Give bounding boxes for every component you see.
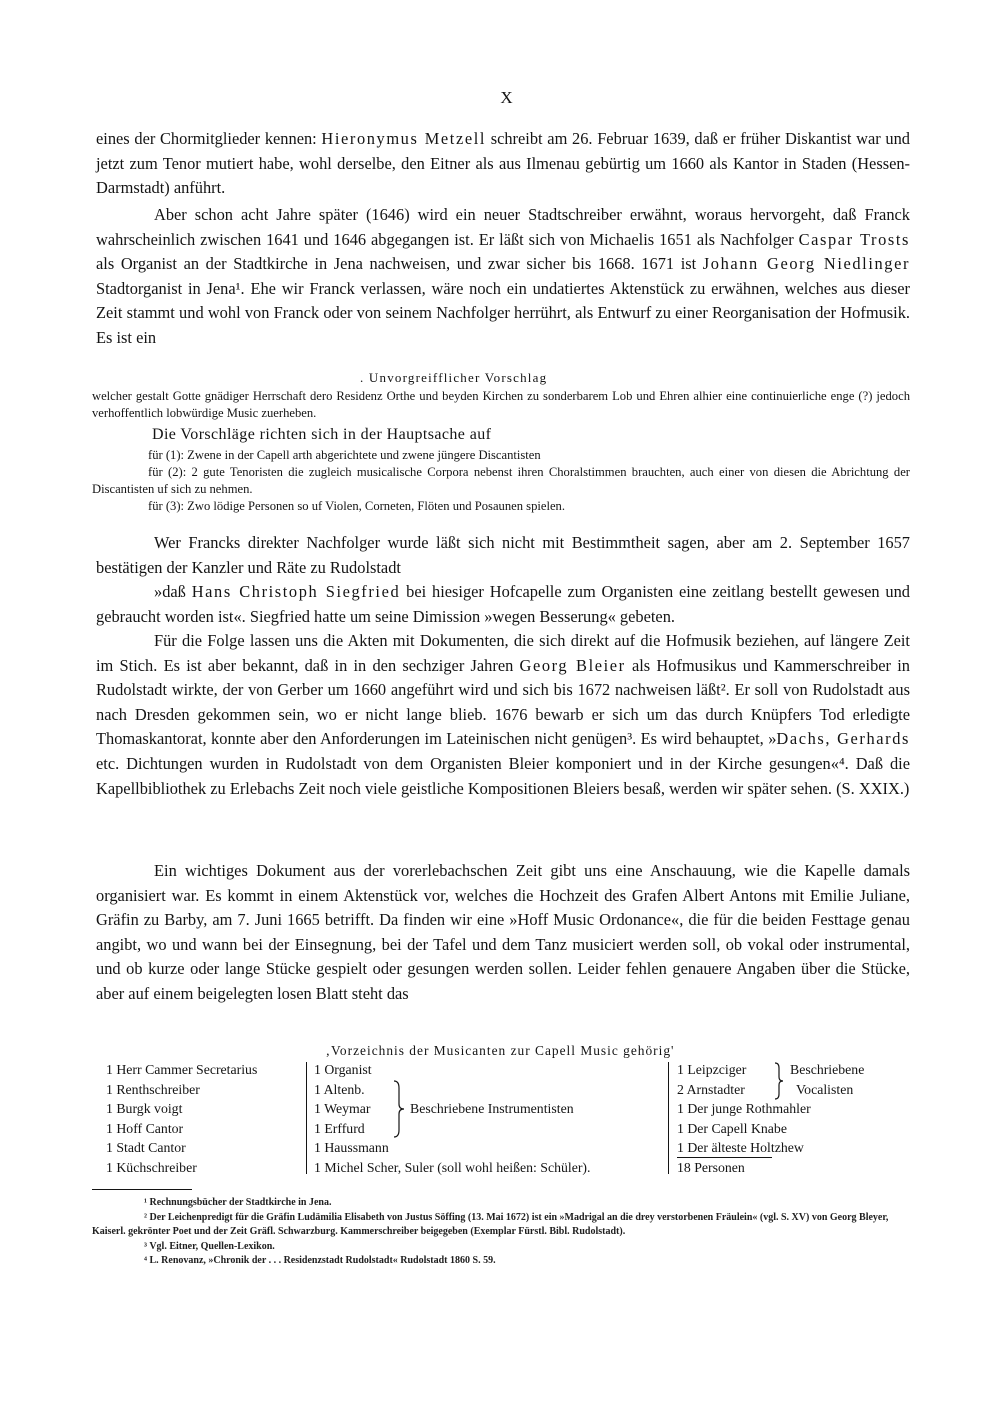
- person-name: Georg Bleier: [519, 655, 626, 675]
- paragraph-4: [96, 629, 910, 801]
- footnotes: [92, 1196, 910, 1269]
- proposal-intro: Die Vorschläge richten sich in der Hauptsache auf: [152, 426, 492, 443]
- table-col-1: [106, 1060, 257, 1177]
- table-cell: 1 Organist: [314, 1062, 372, 1077]
- table-cell: 1 Stadt Cantor: [106, 1140, 186, 1155]
- proposal-item: für (3): Zwo lödige Personen so uf Violen, Corneten, Flöten und Posaunen spielen.: [148, 499, 565, 513]
- table-total: 18 Personen: [677, 1160, 745, 1175]
- table-cell: 1 Küchschreiber: [106, 1159, 197, 1175]
- person-name: Johann Georg Niedlinger: [702, 254, 911, 274]
- footnote: ⁴ L. Renovanz, »Chronik der . . . Residenzstadt Rudolstadt« Rudolstadt 1860 S. 59.: [144, 1255, 496, 1266]
- person-name: Hans Christoph Siegfried: [191, 582, 401, 602]
- brace-icon: [773, 1062, 785, 1100]
- proposal-quote: welcher gestalt Gotte gnädiger Herrschaft dero Residenz Orthe und beyden Kirchen zu sonderbarem Lob und Ehren alhier eine continuierliche enge (?) jedoch verhoffentlich lobwürdige Music zuerheben.: [92, 389, 910, 420]
- paragraph-2: [96, 203, 910, 351]
- footnote: ³ Vgl. Eitner, Quellen-Lexikon.: [144, 1240, 275, 1252]
- table-cell: 1 Weymar: [314, 1101, 371, 1116]
- table-cell: 1 Der Capell Knabe: [677, 1120, 787, 1136]
- text-run: eines der Chormitglieder kennen:: [96, 129, 322, 148]
- text-run: Aber schon acht Jahre später (1646) wird ein neuer Stadtschreiber erwähnt, woraus hervorgeht, daß Franck wahrscheinlich zwischen 1641 und 1646 abgegangen ist. Er läßt sich von Michaelis 1651 als Nachfolger: [96, 205, 910, 249]
- footnote-rule: [92, 1189, 192, 1190]
- proposal-items: [92, 447, 910, 515]
- proposal-heading: . Unvorgreifflicher Vorschlag: [360, 370, 548, 385]
- text-run: als Hofmusikus und Kammerschreiber in Rudolstadt wirkte, der von Gerber um 1660 angeführt wird und sich bis 1672 nachweisen läßt². Er soll von Rudolstadt aus nach Dresden gekommen sein, wo er nicht lange blieb. 1676 bewarb er sich um das durch Knüpfers Tod erledigte Thomaskantorat, konnte aber den Anforderungen im Lateinischen nicht genügen³. Es wird behauptet, »: [96, 655, 910, 749]
- table-cell: 1 Renthschreiber: [106, 1081, 200, 1097]
- text-run: etc. Dichtungen wurden in Rudolstadt von dem Organisten Bleier komponiert und in der Kirche gesungen«⁴. Daß die Kapellbibliothek zu Erlebachs Zeit noch viele geistliche Kompositionen Bleiers besaß, werden wir später sehen. (S. XXIX.): [96, 753, 910, 798]
- table-cell: 1 Altenb.: [314, 1081, 365, 1097]
- person-name: Caspar Trosts: [798, 229, 910, 249]
- table-cell: 1 Herr Cammer Secretarius: [106, 1062, 258, 1077]
- table-cell: 1 Leipzciger: [677, 1062, 747, 1077]
- text-run: Stadtorganist in Jena¹. Ehe wir Franck verlassen, wäre noch ein undatiertes Aktenstück zu erwähnen, welches aus dieser Zeit stammt und wohl von Franck oder von seinem Nachfolger herrührt, als Entwurf zu einer Reorganisation der Hofmusik. Es ist ein: [96, 278, 910, 347]
- text-run: bei hiesiger Hofcapelle zum Organisten eine zeitlang bestellt gewesen und gebraucht worden ist«. Siegfried hatte um seine Dimission »wegen Besserung« gebeten.: [96, 582, 910, 626]
- table-title: ‚Vorzeichnis der Musicanten zur Capell Music gehörig': [325, 1043, 675, 1058]
- person-name: Hieronymus Metzell: [321, 129, 487, 148]
- paragraph-5: [96, 859, 910, 1007]
- table-cell: 1 Haussmann: [314, 1140, 389, 1155]
- proposal-item: für (1): Zwene in der Capell arth abgerichtete und zwene jüngere Discantisten: [148, 448, 541, 462]
- vocalists-label-1: Beschriebene: [790, 1062, 865, 1077]
- table-cell: 1 Hoff Cantor: [106, 1120, 184, 1136]
- person-name: Dachs, Gerhards: [776, 729, 910, 749]
- text-run: Ein wichtiges Dokument aus der vorerlebachschen Zeit gibt uns eine Anschauung, wie die Kapelle damals organisiert war. Es kommt in einem Aktenstück vor, welches die Hochzeit des Grafen Albert Antons mit Emilie Juliane, Gräfin zu Barby, am 7. Juni 1665 betrifft. Da finden wir eine »Hoff Music Ordonance«, die für die beiden Festtage genau angibt, wo und wann bei der Einsegnung, bei der Tafel und dem Tanz musiciert werden soll, ob vokal oder instrumental, und ob kurze oder lange Stücke gespielt oder gesungen werden sollen. Leider fehlen genauere Angaben über die Stücke, aber auf einem beigelegten losen Blatt steht das: [96, 861, 910, 1003]
- instrumentalists-label: Beschriebene Instrumentisten: [410, 1101, 574, 1116]
- text-run: schreibt am 26. Februar 1639, daß er früher Diskantist war und jetzt zum Tenor mutiert habe, wohl derselbe, den Eitner als aus Ilmenau gebürtig um 1660 als Kantor in Staden (Hessen-Darmstadt) anführt.: [96, 129, 910, 198]
- table-cell: 1 Michel Scher, Suler (soll wohl heißen: Schüler).: [314, 1159, 591, 1175]
- text-run: Wer Francks direkter Nachfolger wurde läßt sich nicht mit Bestimmtheit sagen, aber am 2. September 1657 bestätigen der Kanzler und Räte zu Rudolstadt: [96, 533, 910, 577]
- proposal-text: [92, 388, 910, 422]
- table-cell: 2 Arnstadter: [677, 1081, 745, 1097]
- column-divider: [306, 1062, 307, 1174]
- vocalists-label-2: Vocalisten: [796, 1082, 854, 1097]
- table-cell: 1 Erffurd: [314, 1120, 365, 1136]
- footnote: ² Der Leichenpredigt für die Gräfin Ludämilia Elisabeth von Justus Söffing (13. Mai 1672) ist ein »Madrigal an die drey verstorbenen Fräulein« (vgl. S. XV) von Georg Bleyer, Kaiserl. gekrönter Poet und der Zeit Gräfl. Schwarzburg. Kammerschreiber beigegeben (Exemplar Fürstl. Bibl. Rudolstadt).: [92, 1211, 889, 1237]
- table-cell: 1 Der älteste Holtzhew: [677, 1140, 804, 1155]
- table-cell: 1 Der junge Rothmahler: [677, 1101, 811, 1116]
- text-run: Für die Folge lassen uns die Akten mit Dokumenten, die sich direkt auf die Hofmusik beziehen, auf längere Zeit im Stich. Es ist aber bekannt, daß in in den sechziger Jahren: [96, 631, 910, 675]
- page-number: X: [500, 88, 514, 107]
- text-run: als Organist an der Stadtkirche in Jena nachweisen, und zwar sicher bis 1668. 1671 ist: [96, 254, 703, 274]
- paragraph-1: [96, 127, 910, 201]
- table-col-2: [314, 1060, 590, 1177]
- brace-icon: [392, 1080, 406, 1138]
- table-cell: 1 Burgk voigt: [106, 1101, 183, 1116]
- footnote: ¹ Rechnungsbücher der Stadtkirche in Jena.: [144, 1197, 332, 1208]
- text-run: »daß: [154, 582, 192, 602]
- paragraph-3: [96, 531, 910, 629]
- proposal-item: für (2): 2 gute Tenoristen die zugleich musicalische Corpora nebenst ihren Choralstimmen brauchten, auch einer von diesen die Abrichtung der Discantisten uf sich zu nehmen.: [92, 465, 910, 496]
- column-divider: [668, 1062, 669, 1174]
